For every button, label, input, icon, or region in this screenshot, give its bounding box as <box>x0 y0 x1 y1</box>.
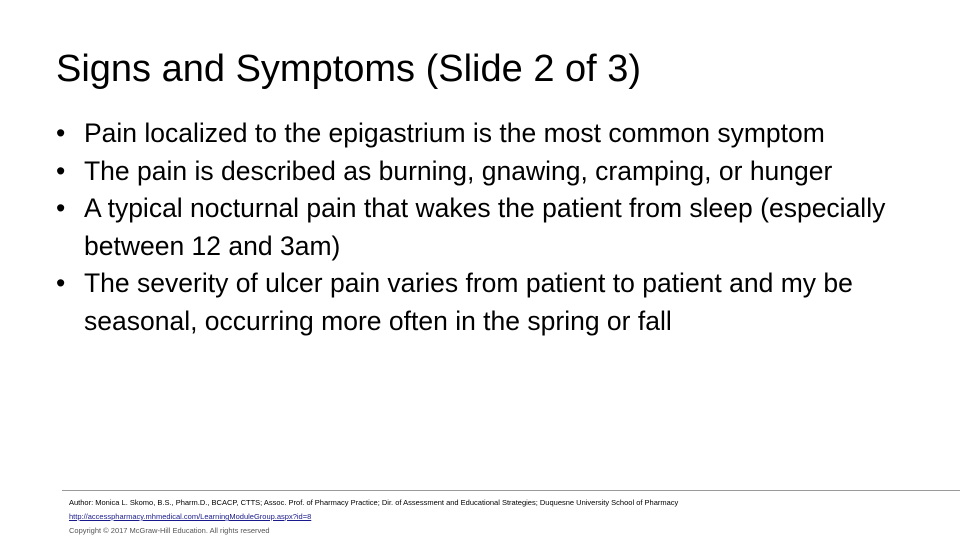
footer-copyright: Copyright © 2017 McGraw-Hill Education. All rights reserved <box>69 526 270 535</box>
bullet-text: Pain localized to the epigastrium is the most common symptom <box>84 118 825 148</box>
bullet-list <box>56 115 926 340</box>
bullet-glyph: • <box>56 118 66 148</box>
bullet-text: The severity of ulcer pain varies from patient to patient and my be seasonal, occurring more often in the spring or fall <box>84 268 853 336</box>
bullet-item <box>56 190 914 265</box>
bullet-glyph: • <box>56 268 66 298</box>
footer-url-link[interactable]: http://accesspharmacy.mhmedical.com/LearningModuleGroup.aspx?id=8 <box>69 512 312 521</box>
bullet-text: The pain is described as burning, gnawing, cramping, or hunger <box>84 155 833 186</box>
bullet-glyph: • <box>56 155 66 186</box>
footer-author: Author: Monica L. Skomo, B.S., Pharm.D., BCACP, CTTS; Assoc. Prof. of Pharmacy Practice; Dir. of Assessment and Educational Strategies; Duquesne University School of Pharmacy <box>69 498 679 507</box>
bullet-item <box>56 265 914 340</box>
bullet-glyph: • <box>56 193 66 223</box>
slide-title: Signs and Symptoms (Slide 2 of 3) <box>56 48 642 90</box>
bullet-item <box>56 153 914 191</box>
bullet-text: A typical nocturnal pain that wakes the patient from sleep (especially between 12 and 3am) <box>84 193 886 261</box>
footer <box>69 496 949 538</box>
bullet-item <box>56 115 914 153</box>
footer-divider <box>62 490 960 491</box>
